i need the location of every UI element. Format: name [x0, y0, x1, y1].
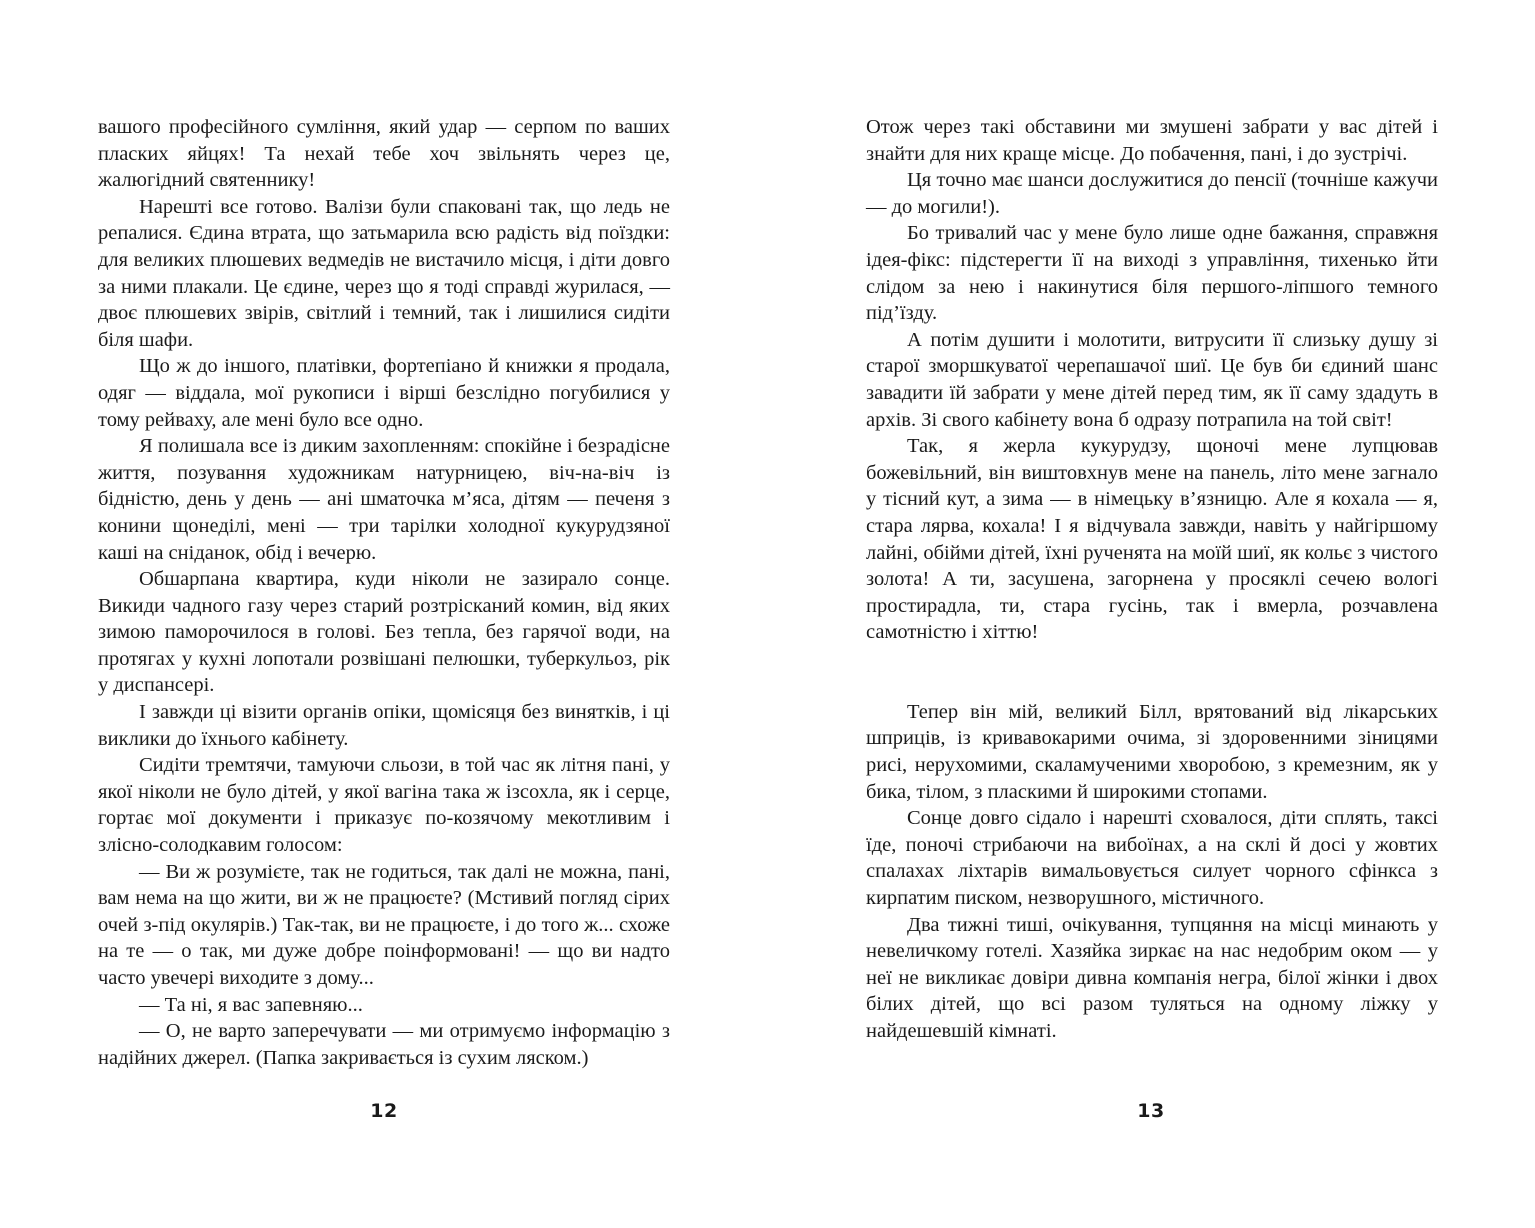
paragraph: Так, я жерла кукурудзу, щоночі мене лупцював божевільний, він виштовхнув мене на панель, літо мене загнало у тісний кут, а зима — в німецьку в’язницю. Але я кохала — я, стара лярва, кохала! І я відчувала завжди, навіть у найгіршому лайні, обійми дітей, їхні рученята на моїй шиї, як кольє з чистого золота! А ти, засушена, загорнена у просяклі сечею вологі простирадла, ти, стара гусінь, так і вмерла, розчавлена самотністю і хіттю! [866, 435, 1438, 644]
paragraph: Що ж до іншого, платівки, фортепіано й книжки я продала, одяг — віддала, мої рукописи і вірші безслідно погубилися у тому рейваху, але мені було все одно. [98, 355, 670, 431]
left-page-text [98, 114, 670, 1071]
paragraph: вашого професійного сумління, який удар — серпом по ваших пласких яйцях! Та нехай тебе хоч звільнять через це, жалюгідний святеннику! [98, 116, 670, 192]
paragraph: Я полишала все із диким захопленням: спокійне і безрадісне життя, позування художникам натурницею, віч-на-віч із бідністю, день у день — ані шматочка м’яса, дітям — печеня з конини щонеділі, мені — три тарілки холодної кукурудзяної каші на сніданок, обід і вечерю. [98, 435, 670, 564]
paragraph: Сидіти тремтячи, тамуючи сльози, в той час як літня пані, у якої ніколи не було дітей, у якої вагіна така ж ізсохла, як і серце, гортає мої документи і приказує по-козячому мекотливим і злісно-солодкавим голосом: [98, 754, 670, 857]
paragraph: Бо тривалий час у мене було лише одне бажання, справжня ідея-фікс: підстерегти її на виході з управління, тихенько йти слідом за нею і накинутися біля першого-ліпшого темного під’їзду. [866, 222, 1438, 325]
page-number: 13 [1137, 1100, 1165, 1122]
right-page [767, 0, 1534, 1228]
dialogue-line: — Ви ж розумієте, так не годиться, так далі не можна, пані, вам нема на що жити, ви ж не працюєте? (Мстивий погляд сірих очей з-під окулярів.) Так-так, ви не працюєте, і до того ж... схоже на те — о так, ми дуже добре поінформовані! — що ви надто часто увечері виходите з дому... [98, 860, 670, 989]
paragraph: Два тижні тиші, очікування, тупцяння на місці минають у невеличкому готелі. Хазяйка зиркає на нас недобрим оком — у неї не викликає довіри дивна компанія негра, білої жінки і двох білих дітей, що всі разом туляться на одному ліжку у найдешевшій кімнаті. [866, 913, 1438, 1042]
dialogue-line: — О, не варто заперечувати — ми отримуємо інформацію з надійних джерел. (Папка закривається із сухим ляском.) [98, 1020, 670, 1069]
dialogue-line: — Та ні, я вас запевняю... [139, 993, 363, 1016]
paragraph: А потім душити і молотити, витрусити її слизьку душу зі старої зморшкуватої черепашачої шиї. Це був би єдиний шанс завадити їй забрати у мене дітей перед тим, як її саму здадуть в архів. Зі свого кабінету вона б одразу потрапила на той світ! [866, 328, 1438, 431]
paragraph: І завжди ці візити органів опіки, щомісяця без винятків, і ці виклики до їхнього кабінету. [98, 701, 670, 750]
paragraph: Нарешті все готово. Валізи були спаковані так, що ледь не репалися. Єдина втрата, що затьмарила всю радість від поїздки: для великих плюшевих ведмедів не вистачило місця, і діти довго за ними плакали. Це єдине, через що я тоді справді журилася, — двоє плюшевих звірів, світлий і темний, так і лишилися сидіти біля шафи. [98, 195, 670, 351]
page-number: 12 [370, 1100, 398, 1122]
paragraph: Отож через такі обставини ми змушені забрати у вас дітей і знайти для них краще місце. До побачення, пані, і до зустрічі. [866, 116, 1438, 165]
right-page-text [866, 114, 1438, 1045]
paragraph: Ця точно має шанси дослужитися до пенсії (точніше кажучи — до могили!). [866, 169, 1438, 218]
left-page [0, 0, 767, 1228]
section-break [866, 646, 1438, 699]
paragraph: Обшарпана квартира, куди ніколи не зазирало сонце. Викиди чадного газу через старий розтрісканий комин, від яких зимою паморочилося в голові. Без тепла, без гарячої води, на протягах у кухні лопотали розвішані пелюшки, туберкульоз, рік у диспансері. [98, 568, 670, 697]
paragraph: Тепер він мій, великий Білл, врятований від лікарських шприців, із кривавокарими очима, зі здоровенними зіницями рисі, нерухомими, скаламученими хворобою, з кремезним, як у бика, тілом, з пласкими й широкими стопами. [866, 700, 1438, 803]
paragraph: Сонце довго сідало і нарешті сховалося, діти сплять, таксі їде, поночі стрибаючи на вибоїнах, а на склі й досі у жовтих спалахах ліхтарів вимальовується силует чорного сфінкса з кирпатим писком, незворушного, містичного. [866, 807, 1438, 910]
